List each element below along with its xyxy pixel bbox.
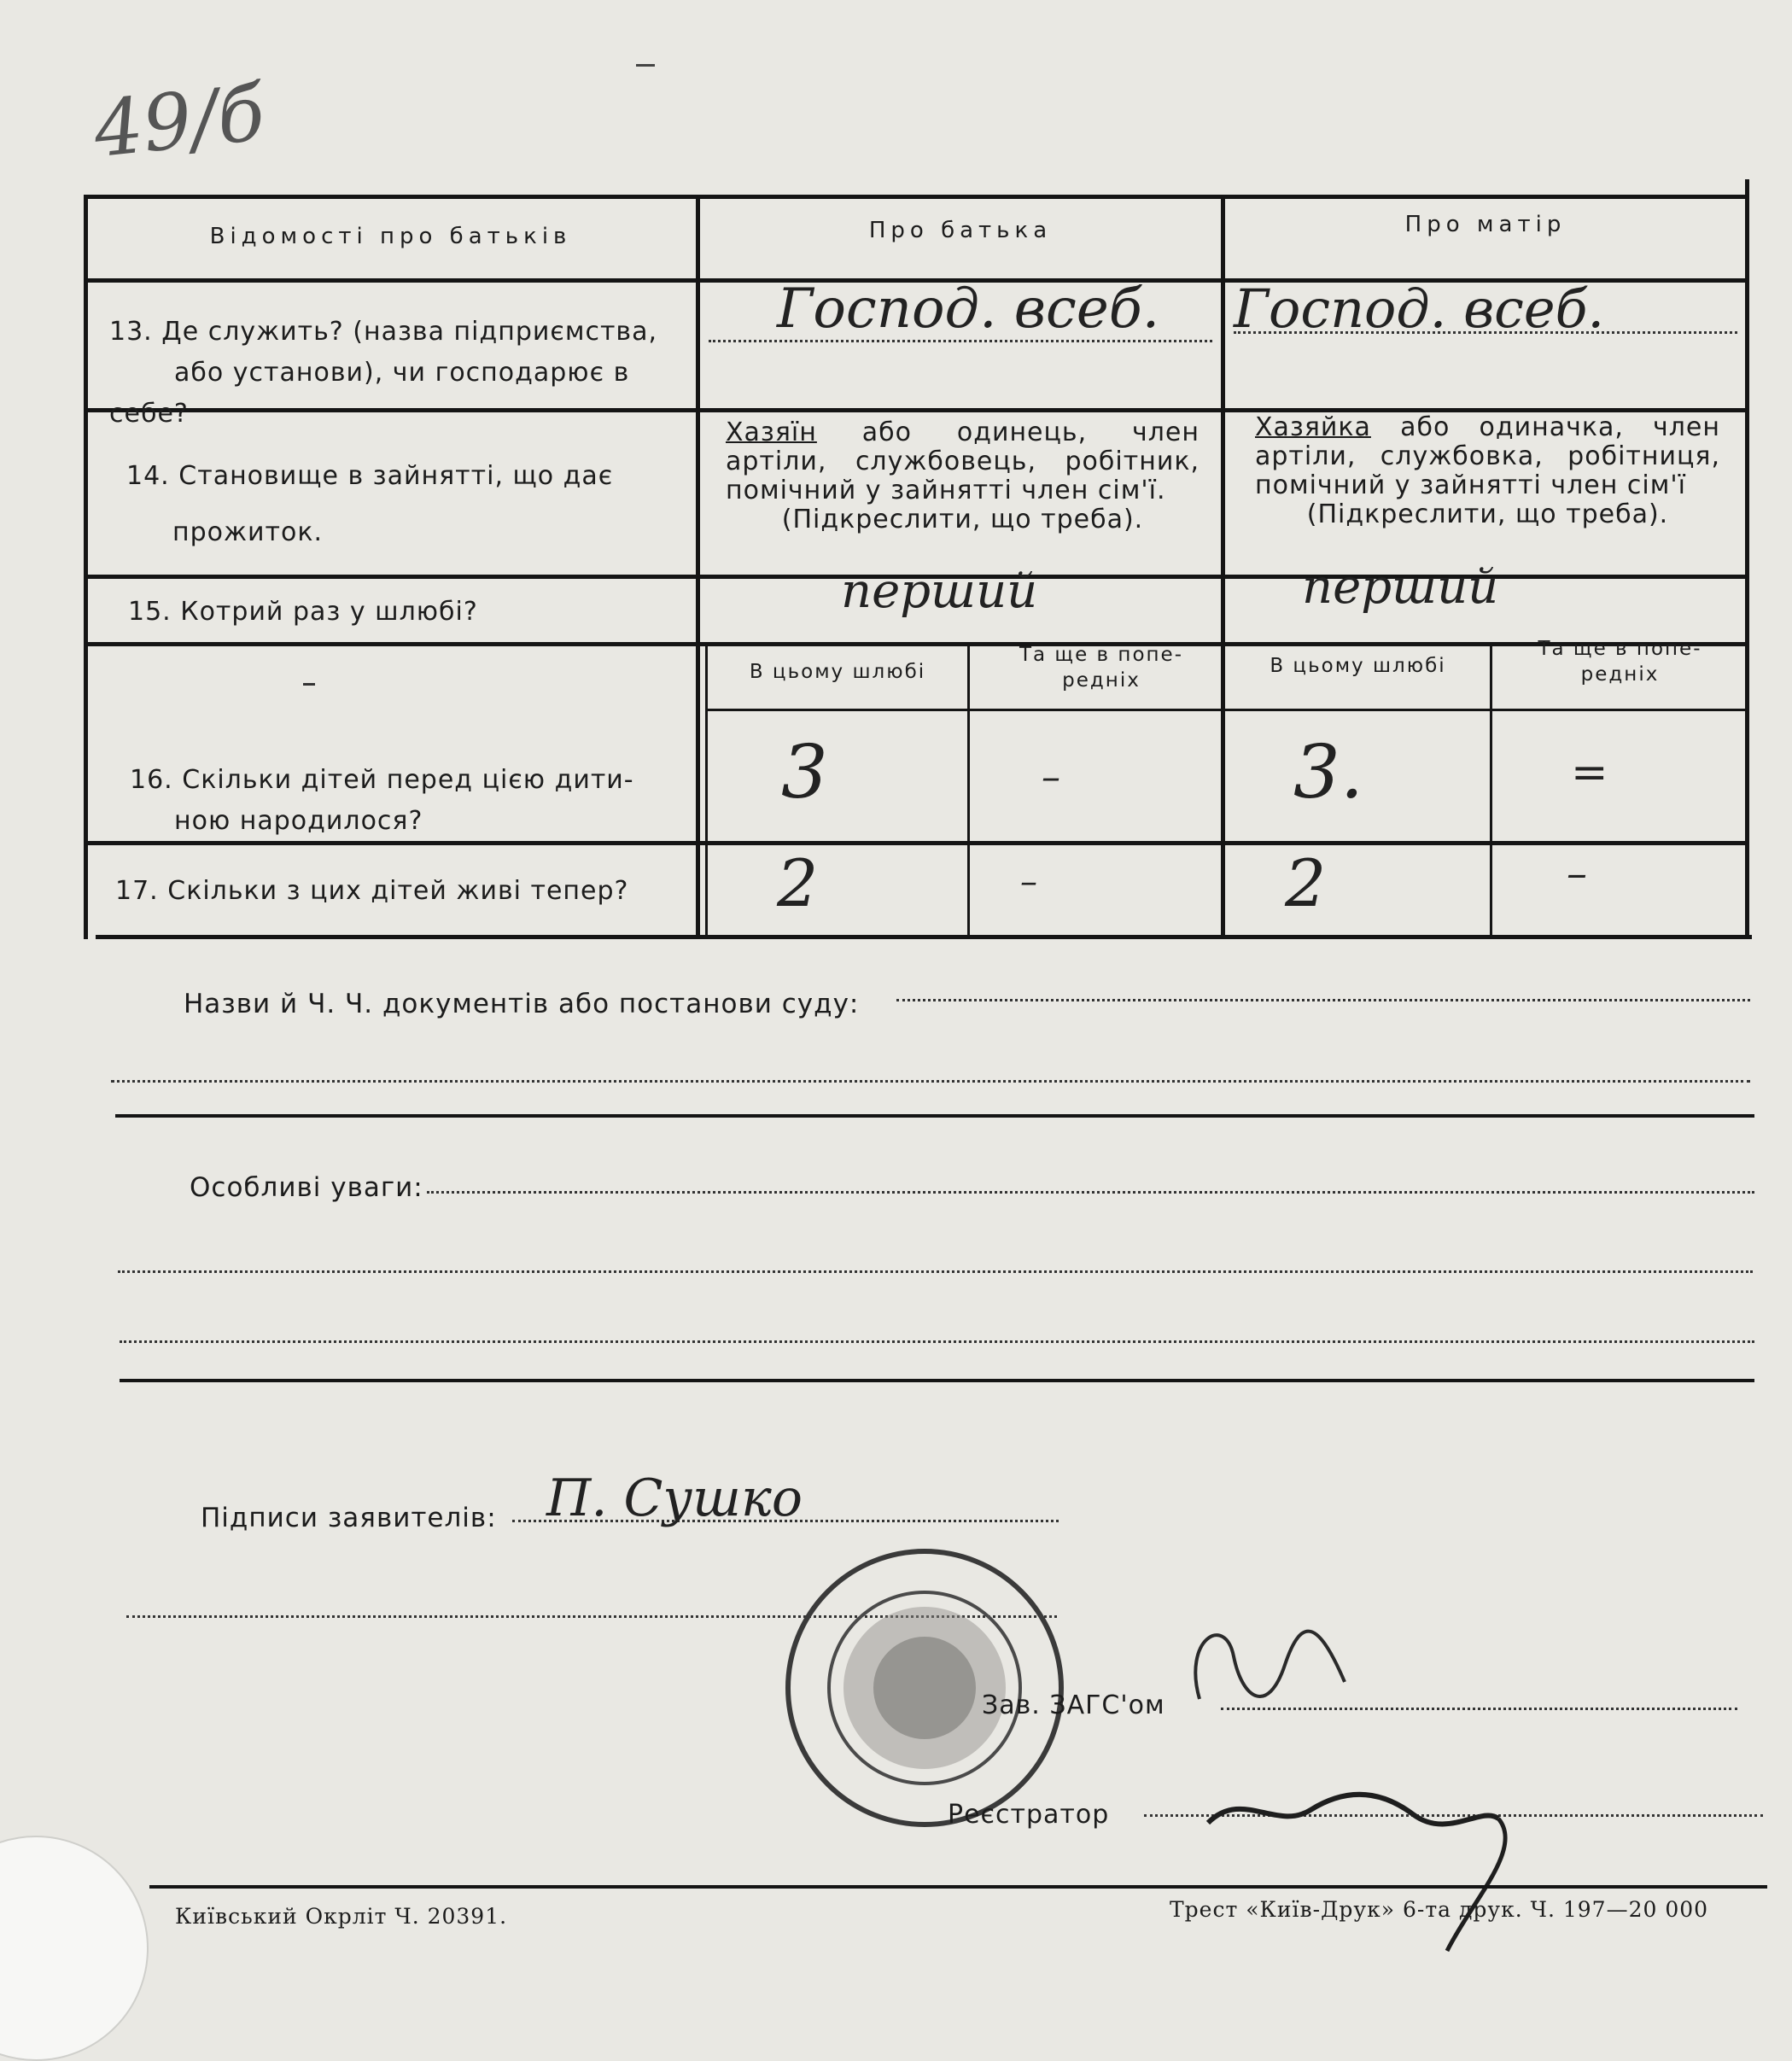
remarks-dotline-3[interactable] — [120, 1340, 1754, 1343]
q16-mother-this[interactable]: 3. — [1293, 730, 1364, 815]
dash-mark — [636, 64, 655, 67]
subheader-father-previous-line2: редніх — [1062, 669, 1141, 692]
q14-mother-underlined[interactable]: Хазяйка — [1255, 412, 1371, 442]
q13-mother-answer[interactable]: Господ. всеб. — [1234, 277, 1605, 340]
table-col-line — [696, 195, 700, 939]
q14-father-note: (Підкреслити, що треба). — [781, 505, 1144, 534]
q15-mother-answer[interactable]: перший — [1302, 559, 1499, 615]
q13-father-answer[interactable]: Господ. всеб. — [777, 277, 1160, 341]
signatures-label: Підписи заявителів: — [201, 1503, 497, 1533]
q15-text: Котрий раз у шлюбі? — [180, 597, 478, 627]
q14-father-options — [726, 418, 1200, 534]
q13-number: 13. — [109, 317, 153, 347]
q13-text-line2: або установи), чи господарює в себе? — [109, 358, 630, 429]
q14-mother-note: (Підкреслити, що треба). — [1306, 499, 1669, 529]
table-col-line — [1490, 642, 1492, 939]
subheader-mother-this-marriage: В цьому шлюбі — [1270, 655, 1446, 677]
footer-right-imprint: Трест «Київ-Друк» 6-та друк. Ч. 197—20 000 — [1170, 1897, 1709, 1922]
stray-dash — [303, 683, 315, 686]
q14-text-line2: прожиток. — [172, 517, 324, 547]
q14-question — [126, 448, 681, 561]
q16-father-this[interactable]: 3 — [781, 730, 828, 815]
subheader-father-this-marriage: В цьому шлюбі — [749, 661, 926, 683]
subheader-father-previous — [973, 642, 1229, 693]
q17-mother-this[interactable]: 2 — [1285, 845, 1327, 921]
remarks-dotline-1[interactable] — [427, 1191, 1754, 1194]
table-right-border — [1745, 179, 1749, 939]
subheader-father-previous-line1: Та ще в попе- — [1019, 644, 1184, 666]
q16-number: 16. — [130, 765, 173, 795]
q13-question — [109, 312, 698, 435]
q14-father-underlined[interactable]: Хазяїн — [726, 417, 817, 447]
subheader-mother-previous-line2: редніх — [1580, 663, 1660, 686]
official-stamp — [784, 1547, 1065, 1829]
q13-text-line1: Де служить? (назва підприємства, — [161, 317, 658, 347]
q17-mother-prev[interactable]: – — [1567, 850, 1587, 897]
documents-label: Назви й Ч. Ч. документів або постанови суду: — [184, 989, 860, 1019]
subheader-mother-previous-line1: Та ще в попе- — [1538, 638, 1702, 660]
remarks-label: Особливі уваги: — [190, 1172, 423, 1203]
q16-question — [130, 760, 693, 842]
subheader-mother-previous — [1494, 636, 1746, 687]
table-col-line — [1221, 195, 1225, 939]
head-signature — [1174, 1605, 1379, 1725]
head-label: Зав. ЗАГС'ом — [982, 1690, 1165, 1720]
table-col-line — [705, 642, 708, 939]
q14-text-line1: Становище в зайнятті, що дає — [178, 461, 614, 491]
q14-father-options-text: або одинець, член артіли, службовець, робітник, помічний у зайнятті член сім'ї. — [726, 417, 1200, 505]
q15-number: 15. — [128, 597, 172, 627]
footer-rule — [149, 1885, 1767, 1889]
q17-father-prev[interactable]: – — [1020, 862, 1037, 902]
table-left-border — [84, 195, 88, 939]
header-father-column: Про батька — [868, 218, 1053, 243]
registrar-signature — [1191, 1729, 1550, 1959]
signature-value[interactable]: П. Сушко — [546, 1468, 803, 1528]
q15-question — [128, 592, 683, 633]
q14-mother-options-text: або одиначка, член артіли, службовка, робітниця, помічний у зайнятті член сім'ї — [1255, 412, 1720, 500]
table-col-line — [967, 642, 970, 939]
archive-number: 49/б — [90, 67, 269, 176]
registrar-label: Реєстратор — [948, 1800, 1110, 1830]
q15-father-answer[interactable]: перший — [841, 563, 1038, 619]
footer-left-imprint: Київський Окрліт Ч. 20391. — [175, 1904, 508, 1929]
section-divider — [115, 1114, 1754, 1118]
table-subheader-line — [707, 709, 1748, 711]
q16-father-prev[interactable]: – — [1042, 756, 1060, 799]
q17-number: 17. — [115, 876, 159, 906]
q17-text: Скільки з цих дітей живі тепер? — [167, 876, 629, 906]
documents-dotline-2[interactable] — [111, 1080, 1750, 1083]
q17-father-this[interactable]: 2 — [777, 845, 819, 921]
table-bottom-border — [96, 935, 1752, 939]
q16-text-line1: Скільки дітей перед цією дити- — [182, 765, 634, 795]
q14-number: 14. — [126, 461, 170, 491]
section-divider — [120, 1379, 1754, 1382]
q17-question — [115, 871, 696, 912]
punch-hole — [0, 1836, 149, 2061]
table-top-border — [84, 195, 1748, 199]
q16-mother-prev[interactable]: = — [1571, 747, 1608, 798]
remarks-dotline-2[interactable] — [118, 1270, 1753, 1273]
q14-mother-options — [1255, 413, 1720, 529]
q16-text-line2: ною народилося? — [174, 806, 423, 836]
header-question-column: Відомості про батьків — [209, 224, 572, 249]
documents-dotline-1[interactable] — [896, 999, 1750, 1001]
header-mother-column: Про матір — [1404, 212, 1567, 237]
